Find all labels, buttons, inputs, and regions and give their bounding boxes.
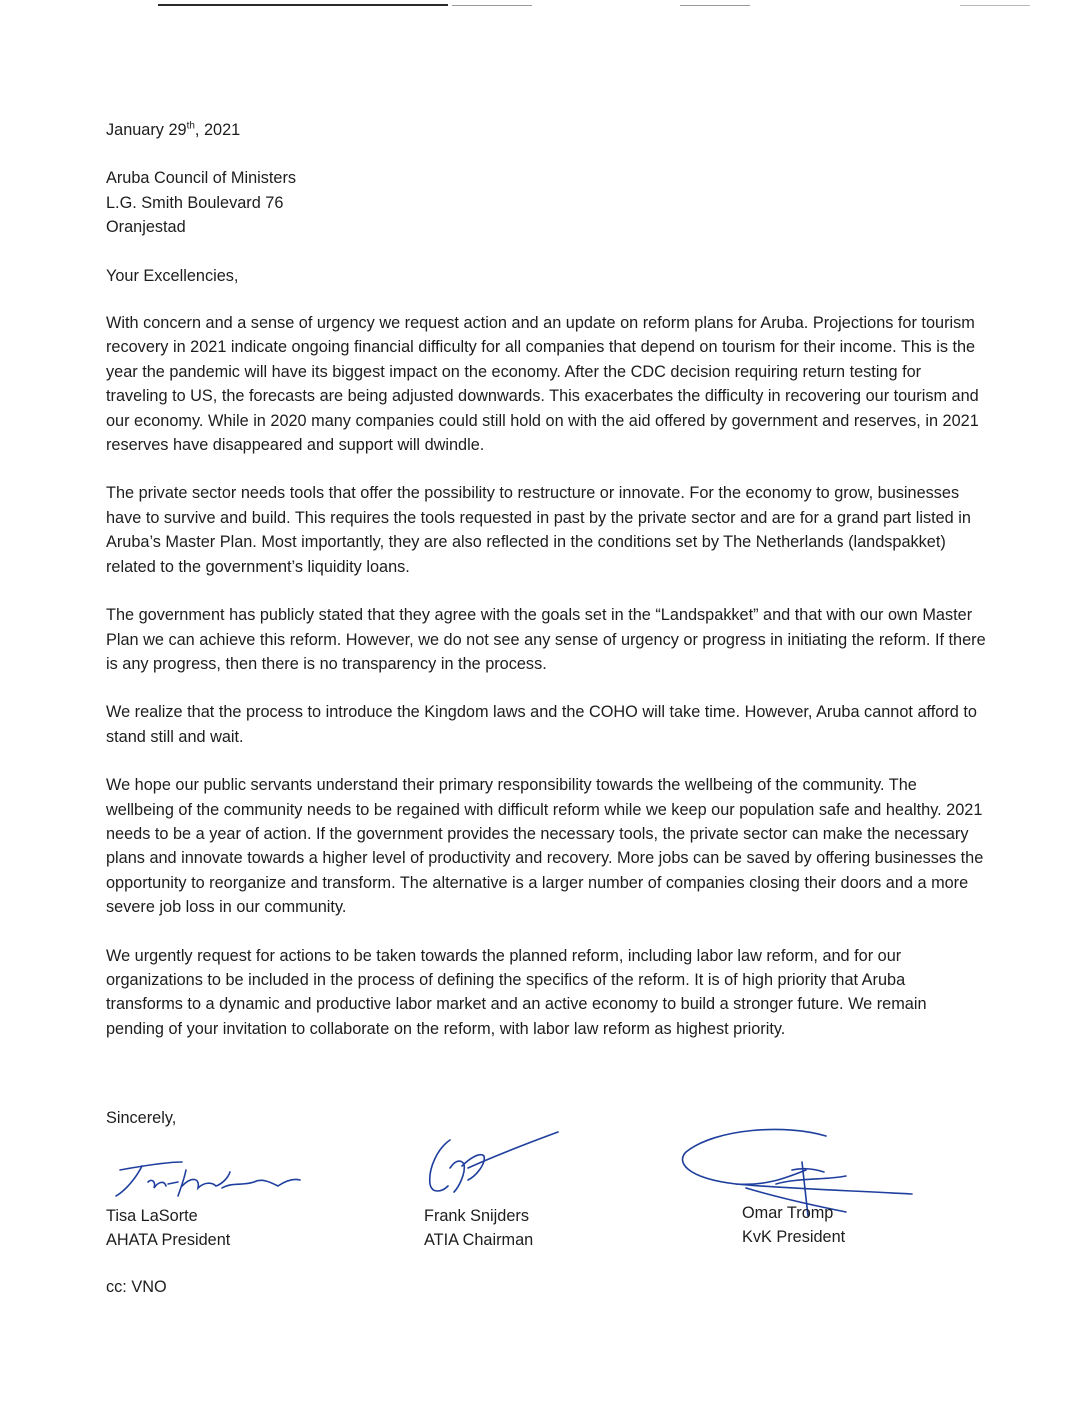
top-rule bbox=[960, 5, 1030, 6]
signatory-title: ATIA Chairman bbox=[424, 1231, 534, 1250]
signatory-name: Frank Snijders bbox=[424, 1207, 529, 1225]
body-paragraph: The government has publicly stated that they agree with the goals set in the “Landspakket” and that with our own Master Plan we can achieve this reform. However, we do not see any sense of urgency or progress in initiating the reform. If there is any progress, then there is no transparency in the process. bbox=[106, 606, 986, 673]
body-paragraph: We hope our public servants understand their primary responsibility towards the wellbeing of the community. The wellbeing of the community needs to be regained with difficult reform while we keep our population safe and healthy. 2021 needs to be a year of action. If the government provides the necessary tools, the private sector can make the necessary plans and innovate towards a higher level of productivity and recovery. More jobs can be saved by offering businesses the opportunity to reorganize and transform. The alternative is a larger number of companies closing their doors and a more severe job loss in our community. bbox=[106, 776, 984, 917]
letter-date: January 29th, 2021 bbox=[106, 120, 241, 139]
address-line: L.G. Smith Boulevard 76 bbox=[106, 193, 284, 212]
address-line: Oranjestad bbox=[106, 218, 186, 237]
body-paragraph: We urgently request for actions to be taken towards the planned reform, including labor law reform, and for our organizations to be included in the process of defining the specifics of the reform. It is of high priority that Aruba transforms to a dynamic and productive labor market and an active economy to build a stronger future. We remain pending of your invitation to collaborate on the reform, with labor law reform as highest priority. bbox=[106, 946, 927, 1038]
signatory-block bbox=[742, 1201, 845, 1250]
address-line: Aruba Council of Ministers bbox=[106, 169, 297, 188]
signatory-block bbox=[106, 1204, 230, 1253]
top-rule bbox=[680, 5, 750, 6]
signatory-block bbox=[424, 1204, 533, 1253]
signatory-name: Omar Tromp bbox=[742, 1204, 834, 1222]
recipient-address bbox=[106, 166, 986, 239]
signature-frank-snijders bbox=[420, 1128, 570, 1203]
signatory-name: Tisa LaSorte bbox=[106, 1207, 198, 1225]
signatory-title: KvK President bbox=[742, 1228, 846, 1247]
signature-tisa-lasorte bbox=[112, 1152, 312, 1202]
body-paragraph: With concern and a sense of urgency we request action and an update on reform plans for Aruba. Projections for tourism recovery in 2021 indicate ongoing financial difficulty for all companies that depend on tourism for their income. This is the year the pandemic will have its biggest impact on the economy. After the CDC decision requiring return testing for traveling to US, the forecasts are being adjusted downwards. This exacerbates the difficulty in recovering our tourism and our economy. While in 2020 many companies could still hold on with the aid offered by government and reserves, in 2021 reserves have disappeared and support will dwindle. bbox=[106, 314, 979, 455]
letter-body bbox=[106, 118, 986, 1065]
salutation: Your Excellencies, bbox=[106, 266, 239, 285]
signatory-title: AHATA President bbox=[106, 1231, 231, 1250]
top-rule bbox=[452, 5, 532, 6]
top-rule bbox=[158, 4, 448, 6]
body-paragraph: We realize that the process to introduce the Kingdom laws and the COHO will take time. However, Aruba cannot afford to stand still and wait. bbox=[106, 703, 977, 746]
closing: Sincerely, bbox=[106, 1109, 177, 1127]
cc-line: cc: VNO bbox=[106, 1278, 167, 1296]
body-paragraph: The private sector needs tools that offer the possibility to restructure or innovate. For the economy to grow, businesses have to survive and build. This requires the tools requested in past by the private sector and are for a grand part listed in Aruba’s Master Plan. Most importantly, they are also reflected in the conditions set by The Netherlands (landspakket) related to the government’s liquidity loans. bbox=[106, 484, 971, 576]
